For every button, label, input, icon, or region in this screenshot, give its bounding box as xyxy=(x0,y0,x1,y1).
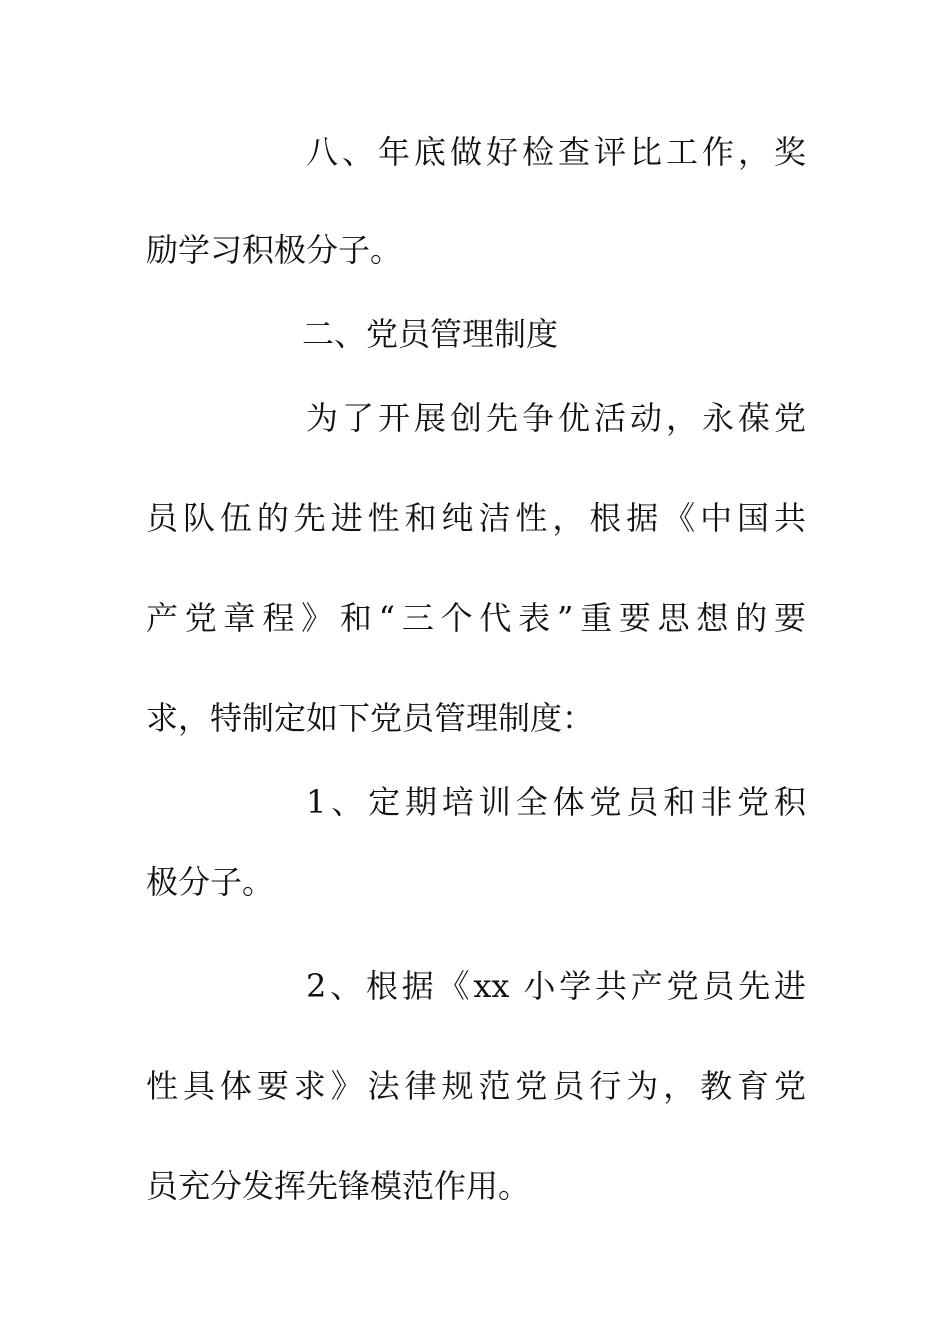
paragraph-line: 为了开展创先争优活动，永葆党 xyxy=(306,399,806,437)
paragraph-line: 励学习积极分子。 xyxy=(146,231,403,269)
list-item-line: 极分子。 xyxy=(146,863,275,901)
list-item-line: 性具体要求》法律规范党员行为，教育党 xyxy=(146,1067,806,1105)
list-item-line: 员充分发挥先锋模范作用。 xyxy=(146,1167,531,1205)
list-item-line: 2、根据《xx 小学共产党员先进 xyxy=(306,967,806,1005)
paragraph-line: 求，特制定如下党员管理制度： xyxy=(146,699,595,737)
paragraph-line: 产党章程》和“三个代表”重要思想的要 xyxy=(146,599,806,637)
paragraph-line: 员队伍的先进性和纯洁性，根据《中国共 xyxy=(146,499,806,537)
paragraph-line: 八、年底做好检查评比工作，奖 xyxy=(306,133,806,171)
section-heading: 二、党员管理制度 xyxy=(302,315,559,353)
list-item-line: 1、定期培训全体党员和非党积 xyxy=(306,783,806,821)
